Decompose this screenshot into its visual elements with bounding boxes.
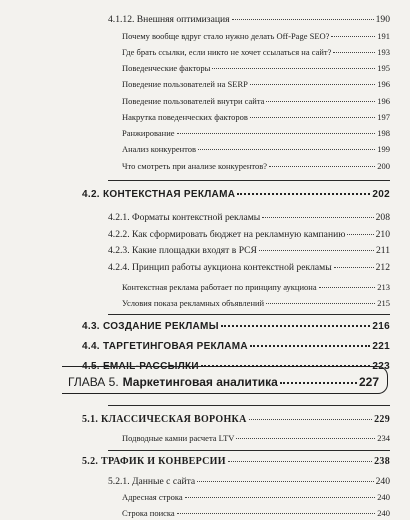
toc-entry-page: 211 bbox=[375, 244, 390, 256]
toc-entry-page: 198 bbox=[377, 127, 390, 138]
toc-entry-page: 213 bbox=[377, 281, 390, 292]
toc-entry-page: 193 bbox=[377, 46, 390, 57]
section-title: 4.3. СОЗДАНИЕ РЕКЛАМЫ bbox=[82, 321, 219, 332]
toc-entry-page: 197 bbox=[377, 111, 390, 122]
leader-dots bbox=[250, 109, 375, 118]
toc-entry-page: 234 bbox=[377, 432, 390, 443]
toc-entry-title: Что смотреть при анализе конкурентов? bbox=[122, 160, 268, 171]
leader-dots bbox=[250, 76, 375, 85]
leader-dots bbox=[221, 316, 371, 327]
toc-entry bbox=[122, 111, 390, 122]
toc-entry-page: 240 bbox=[377, 507, 390, 518]
toc-entry bbox=[122, 95, 390, 106]
toc-entry-title: Подводные камни расчета LTV bbox=[122, 432, 235, 443]
toc-entry bbox=[122, 297, 390, 308]
leader-dots bbox=[262, 208, 373, 218]
toc-entry-page: 215 bbox=[377, 297, 390, 308]
section-title: 4.2. КОНТЕКСТНАЯ РЕКЛАМА bbox=[82, 189, 236, 200]
leader-dots bbox=[259, 241, 374, 251]
section-heading bbox=[82, 186, 390, 200]
section-title: 4.5. EMAIL-РАССЫЛКИ bbox=[82, 361, 199, 372]
toc-entry-page: 190 bbox=[375, 13, 390, 25]
chapter-label: ГЛАВА 5. bbox=[68, 374, 119, 389]
leader-dots bbox=[212, 60, 375, 69]
section-divider bbox=[108, 180, 390, 181]
section-title: 4.4. ТАРГЕТИНГОВАЯ РЕКЛАМА bbox=[82, 341, 248, 352]
section-page: 229 bbox=[374, 414, 390, 425]
toc-entry bbox=[122, 143, 390, 154]
toc-entry-page: 200 bbox=[377, 160, 390, 171]
toc-entry-title: Адресная строка bbox=[122, 491, 183, 502]
toc-entry-title: Поведение пользователей внутри сайта bbox=[122, 95, 265, 106]
section-page: 202 bbox=[372, 189, 390, 200]
leader-dots bbox=[197, 472, 373, 482]
section-heading bbox=[82, 412, 390, 425]
leader-dots bbox=[280, 371, 357, 384]
toc-entry-title: Почему вообще вдруг стало нужно делать Off-Page SEO? bbox=[122, 30, 330, 41]
leader-dots bbox=[185, 489, 376, 498]
toc-entry-title: 4.1.12. Внешняя оптимизация bbox=[108, 13, 230, 25]
section-page: 216 bbox=[372, 321, 390, 332]
leader-dots bbox=[249, 410, 372, 420]
toc-entry bbox=[108, 12, 390, 25]
toc-entry-page: 191 bbox=[377, 30, 390, 41]
section-page: 221 bbox=[372, 341, 390, 352]
leader-dots bbox=[237, 184, 370, 195]
toc-entry-title: Где брать ссылки, если никто не хочет ссылаться на сайт? bbox=[122, 46, 332, 57]
chapter-heading-box bbox=[62, 366, 388, 394]
leader-dots bbox=[232, 10, 374, 20]
leader-dots bbox=[333, 44, 375, 53]
toc-entry-page: 208 bbox=[375, 211, 390, 223]
leader-dots bbox=[266, 93, 375, 102]
toc-entry-page: 195 bbox=[377, 62, 390, 73]
section-page: 238 bbox=[374, 456, 390, 467]
chapter-page: 227 bbox=[358, 374, 379, 389]
toc-entry-page: 240 bbox=[375, 475, 390, 487]
toc-entry-page: 210 bbox=[375, 228, 390, 240]
toc-entry bbox=[122, 78, 390, 89]
toc-entry-page: 196 bbox=[377, 95, 390, 106]
leader-dots bbox=[331, 28, 375, 37]
toc-entry bbox=[108, 260, 390, 273]
section-heading bbox=[82, 318, 390, 332]
leader-dots bbox=[250, 336, 370, 347]
toc-entry bbox=[122, 30, 390, 41]
toc-entry bbox=[122, 507, 390, 518]
leader-dots bbox=[228, 452, 372, 462]
section-heading bbox=[82, 338, 390, 352]
toc-entry-title: Накрутка поведенческих факторов bbox=[122, 111, 248, 122]
toc-entry-title: Поведенческие факторы bbox=[122, 62, 211, 73]
toc-entry bbox=[108, 227, 390, 240]
section-title: 5.2. ТРАФИК И КОНВЕРСИИ bbox=[82, 456, 226, 467]
chapter-heading bbox=[68, 373, 379, 389]
toc-entry-title: 4.2.4. Принцип работы аукциона контекстной рекламы bbox=[108, 261, 332, 273]
toc-entry-title: 4.2.2. Как сформировать бюджет на рекламную кампанию bbox=[108, 228, 346, 240]
toc-entry-title: Строка поиска bbox=[122, 507, 175, 518]
toc-entry-title: Условия показа рекламных объявлений bbox=[122, 297, 265, 308]
leader-dots bbox=[334, 258, 374, 268]
section-divider bbox=[108, 314, 390, 315]
section-divider bbox=[108, 450, 390, 451]
toc-entry-title: Ранжирование bbox=[122, 127, 175, 138]
toc-entry-page: 240 bbox=[377, 491, 390, 502]
leader-dots bbox=[177, 125, 376, 134]
leader-dots bbox=[319, 279, 376, 288]
chapter-title: Маркетинговая аналитика bbox=[122, 374, 278, 389]
toc-entry-page: 196 bbox=[377, 78, 390, 89]
toc-entry bbox=[122, 46, 390, 57]
toc-entry bbox=[108, 243, 390, 256]
toc-entry bbox=[122, 281, 390, 292]
section-heading bbox=[82, 454, 390, 467]
leader-dots bbox=[269, 158, 375, 167]
leader-dots bbox=[236, 430, 375, 439]
toc-entry-title: Поведение пользователей на SERP bbox=[122, 78, 248, 89]
toc-entry-title: Контекстная реклама работает по принципу аукциона bbox=[122, 281, 317, 292]
section-page: 223 bbox=[372, 361, 390, 372]
toc-entry bbox=[122, 432, 390, 443]
leader-dots bbox=[347, 225, 373, 235]
toc-entry-title: Анализ конкурентов bbox=[122, 143, 197, 154]
toc-entry bbox=[108, 474, 390, 487]
toc-entry-page: 212 bbox=[375, 261, 390, 273]
toc-entry bbox=[122, 491, 390, 502]
leader-dots bbox=[177, 505, 376, 514]
toc-entry-page: 199 bbox=[377, 143, 390, 154]
toc-entry-title: 4.2.3. Какие площадки входят в РСЯ bbox=[108, 244, 257, 256]
toc-entry bbox=[108, 210, 390, 223]
toc-entry bbox=[122, 62, 390, 73]
toc-entry bbox=[122, 127, 390, 138]
section-title: 5.1. КЛАССИЧЕСКАЯ ВОРОНКА bbox=[82, 414, 247, 425]
toc-entry-title: 4.2.1. Форматы контекстной рекламы bbox=[108, 211, 261, 223]
leader-dots bbox=[266, 295, 375, 304]
leader-dots bbox=[198, 141, 375, 150]
toc-entry bbox=[122, 160, 390, 171]
toc-entry-title: 5.2.1. Данные с сайта bbox=[108, 475, 196, 487]
section-divider bbox=[108, 405, 390, 406]
